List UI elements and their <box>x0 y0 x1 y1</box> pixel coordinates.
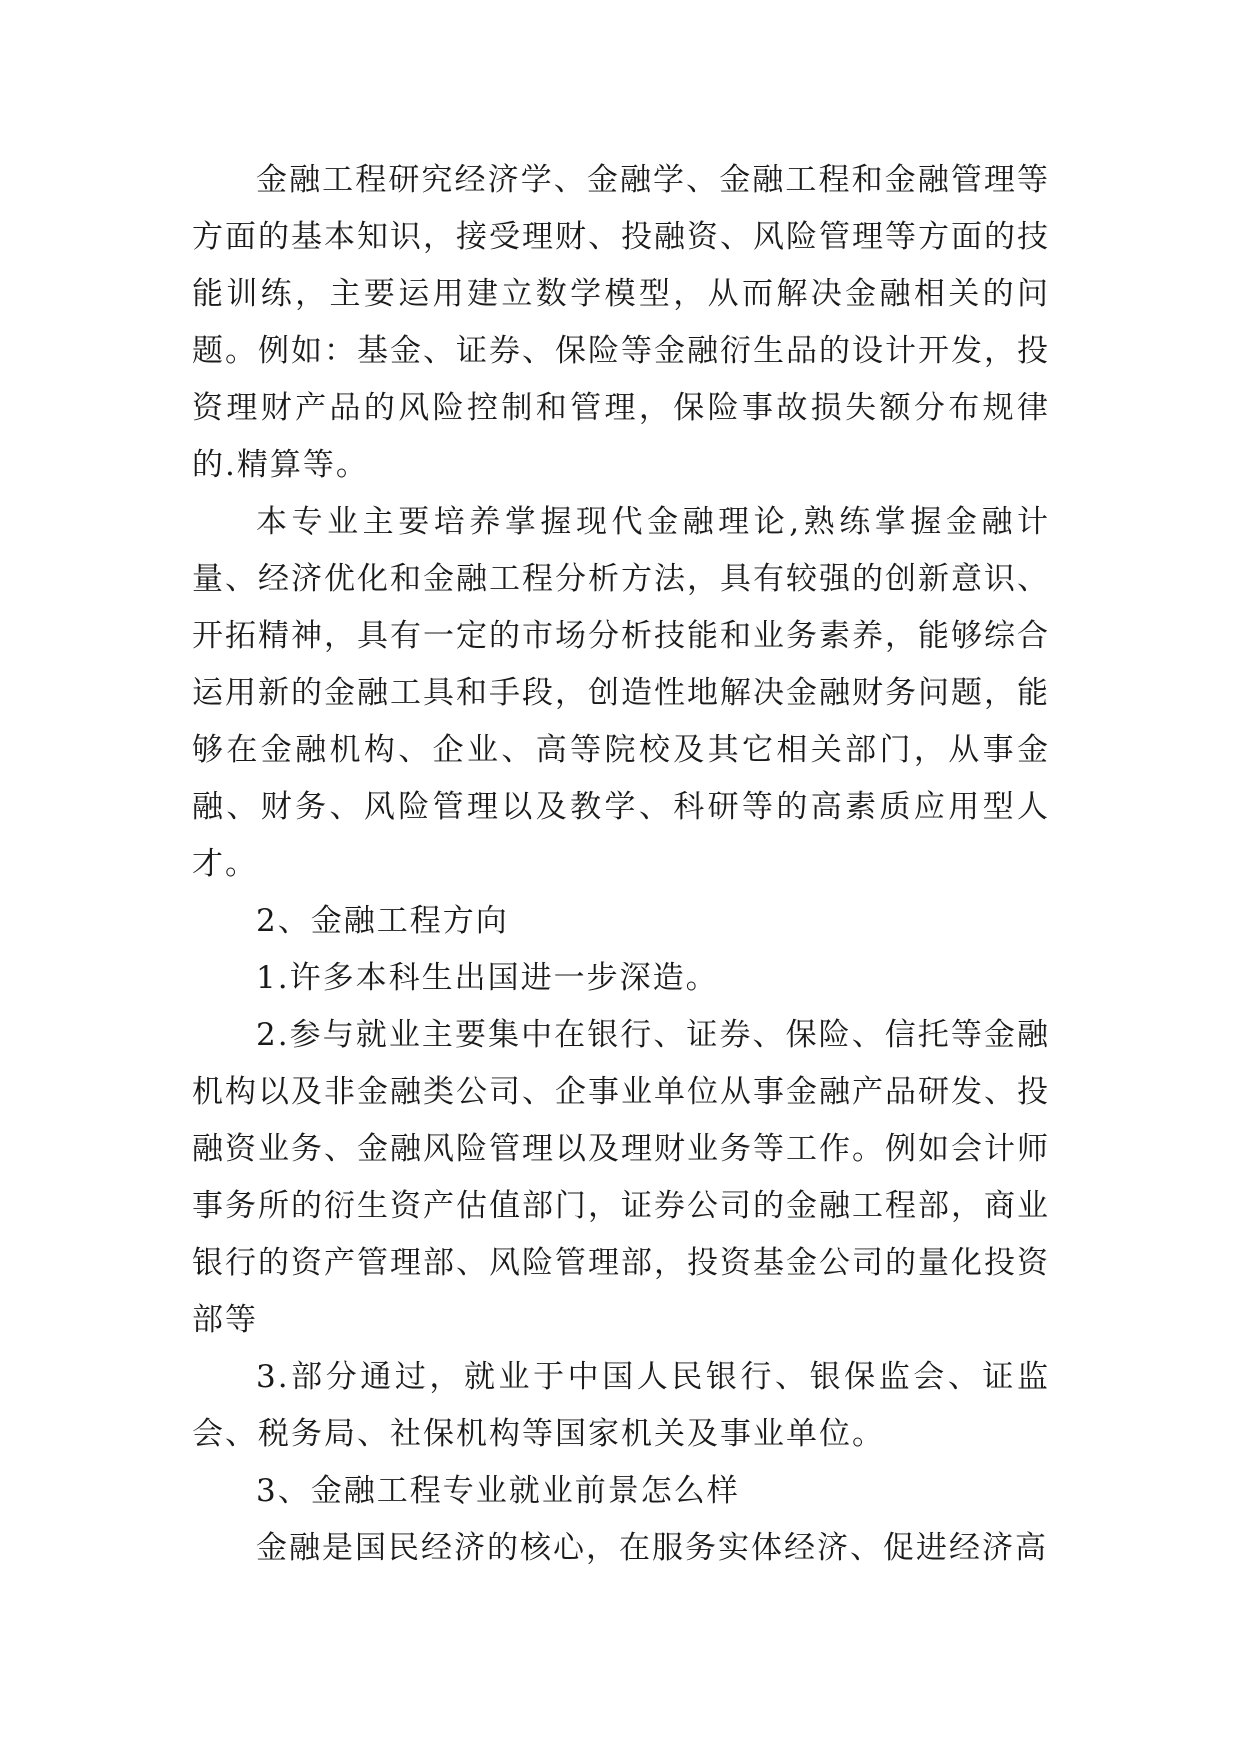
section-heading-direction: 2、金融工程方向 <box>256 903 509 939</box>
paragraph-training-goals: 本专业主要培养掌握现代金融理论,熟练掌握金融计量、经济优化和金融工程分析方法，具有较强的创新意识、开拓精神，具有一定的市场分析技能和业务素养，能够综合运用新的金融工具和手段，创造性地解决金融财务问题，能够在金融机构、企业、高等院校及其它相关部门，从事金融、财务、风险管理以及教学、科研等的高素质应用型人才。 <box>192 504 1050 882</box>
document-body <box>192 152 1050 1577</box>
list-item-government: 3.部分通过，就业于中国人民银行、银保监会、证监会、税务局、社保机构等国家机关及事业单位。 <box>192 1359 1050 1452</box>
section-heading-prospects: 3、金融工程专业就业前景怎么样 <box>256 1473 740 1509</box>
paragraph-intro: 金融工程研究经济学、金融学、金融工程和金融管理等方面的基本知识，接受理财、投融资、风险管理等方面的技能训练，主要运用建立数学模型，从而解决金融相关的问题。例如：基金、证券、保险等金融衍生品的设计开发，投资理财产品的风险控制和管理，保险事故损失额分布规律的.精算等。 <box>192 162 1050 483</box>
list-item-study-abroad: 1.许多本科生出国进一步深造。 <box>256 960 719 996</box>
list-item-employment: 2.参与就业主要集中在银行、证券、保险、信托等金融机构以及非金融类公司、企事业单位从事金融产品研发、投融资业务、金融风险管理以及理财业务等工作。例如会计师事务所的衍生资产估值部门，证券公司的金融工程部，商业银行的资产管理部、风险管理部，投资基金公司的量化投资部等 <box>192 1017 1050 1338</box>
paragraph-prospects: 金融是国民经济的核心，在服务实体经济、促进经济高 <box>256 1530 1048 1566</box>
